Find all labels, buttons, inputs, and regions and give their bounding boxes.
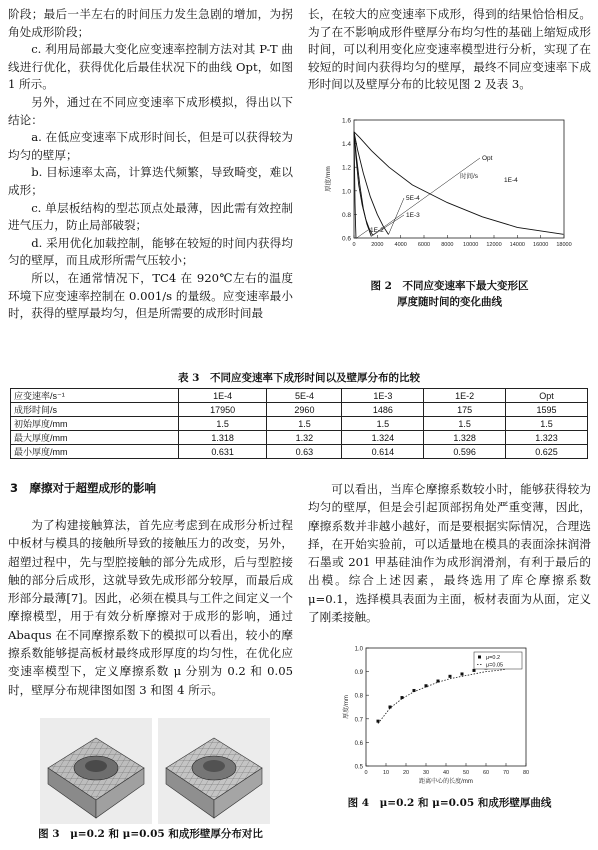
table-cell: 0.596 xyxy=(424,445,506,459)
leader-line xyxy=(373,158,480,235)
paragraph: 为了构建接触算法，首先应考虑到在成形分析过程中板材与模具的接触所导致的接触压力的改变，另外，超塑过程中，先与型腔接触的部分先成形，后与型腔接触的部分后成形，这就导致先成形部分较厚，而最后成形部分最薄[7]。因此，必须在模具与工件之间定义一个摩擦模型，用于有效分析摩擦对于成形的影响，通过 Abaqus 在不同摩擦系数下的模拟可以看出，较小的摩擦系数能够提高板材最终成形厚度的均匀性，在优化应变速率模型下，定义摩擦系数 μ 分别为 0.2 和 0.05 时，壁厚分布规律图如图 3 和图 4 所示。 xyxy=(8,518,293,697)
paragraph: 长，在较大的应变速率下成形，得到的结果恰恰相反。为了在不影响成形件壁厚分布均匀性的基础上缩短成形时间，可以利用变化应变速率模型进行分析，实现了在较短的时间内获得均匀的壁厚，最终不同应变速率下成形时间以及壁厚分布的比较见图 2 及表 3。 xyxy=(308,7,591,92)
x-tick-label: 10000 xyxy=(463,242,479,248)
chart-legend xyxy=(474,652,522,669)
section-heading: 3 摩擦对于超塑成形的影响 xyxy=(10,481,157,495)
x-tick-label: 0 xyxy=(364,770,368,776)
table-cell: 0.625 xyxy=(506,445,588,459)
series-label: 1E-3 xyxy=(406,212,420,219)
table-cell: 1595 xyxy=(506,403,588,417)
table-cell: 2960 xyxy=(267,403,342,417)
y-tick-label: 0.8 xyxy=(341,211,351,219)
table-cell: 1.32 xyxy=(267,431,342,445)
table-cell: 1.5 xyxy=(178,417,267,431)
x-tick-label: 14000 xyxy=(509,242,525,248)
y-tick-label: 0.9 xyxy=(354,670,363,677)
table-cell: 1.328 xyxy=(424,431,506,445)
y-tick-label: 0.8 xyxy=(354,693,363,700)
y-tick-label: 0.6 xyxy=(341,235,351,243)
table-cell: 1E-4 xyxy=(178,389,267,403)
table-row xyxy=(11,431,588,445)
table-cell: 最小厚度/mm xyxy=(11,445,179,459)
y-axis-label: 厚度/mm xyxy=(344,695,350,719)
table-cell: 1.323 xyxy=(506,431,588,445)
table-cell: 17950 xyxy=(178,403,267,417)
x-tick-label: 30 xyxy=(422,770,430,776)
x-axis-label: 时间/s xyxy=(459,173,479,180)
series-label: 1E-2 xyxy=(370,227,384,234)
table-3-caption: 表 3 不同应变速率下成形时间以及壁厚分布的比较 xyxy=(178,372,420,384)
x-tick-label: 0 xyxy=(352,242,356,248)
table-cell: 1.5 xyxy=(506,417,588,431)
x-tick-label: 70 xyxy=(502,770,510,776)
y-tick-label: 0.6 xyxy=(354,740,363,747)
x-tick-label: 50 xyxy=(462,770,470,776)
x-tick-label: 80 xyxy=(522,770,530,776)
table-header-row xyxy=(11,389,588,403)
figure-2-caption xyxy=(308,278,591,310)
y-axis-label: 厚度/mm xyxy=(325,166,332,192)
x-tick-label: 4000 xyxy=(394,242,407,248)
figure-3-caption: 图 3 μ=0.2 和 μ=0.05 和成形壁厚分布对比 xyxy=(38,828,263,840)
x-tick-label: 60 xyxy=(482,770,490,776)
mesh-plot-left xyxy=(40,718,152,824)
data-point xyxy=(377,720,380,723)
leader-line xyxy=(356,230,368,238)
series-label: 5E-4 xyxy=(406,195,420,202)
x-tick-label: 18000 xyxy=(556,242,572,248)
table-cell: 最大厚度/mm xyxy=(11,431,179,445)
table-cell: 应变速率/s⁻¹ xyxy=(11,389,179,403)
paragraph: 阶段；最后一半左右的时间压力发生急剧的增加，为拐角处成形阶段； xyxy=(8,7,293,39)
y-tick-label: 1.0 xyxy=(354,646,363,653)
table-cell: 0.63 xyxy=(267,445,342,459)
paragraph: 另外，通过在不同应变速率下成形模拟，得出以下结论： xyxy=(8,94,293,127)
series-label: 1E-4 xyxy=(504,177,518,184)
paragraph: c. 利用局部最大变化应变速率控制方法对其 P-T 曲线进行优化，获得优化后最佳状况下的曲线 Opt，如图 1 所示。 xyxy=(8,42,293,92)
table-cell: 1E-2 xyxy=(424,389,506,403)
table-cell: 1.324 xyxy=(342,431,424,445)
figure-2-chart xyxy=(318,106,580,276)
table-row xyxy=(11,403,588,417)
y-tick-label: 1.2 xyxy=(341,164,351,172)
figure-4-chart xyxy=(338,640,538,790)
paragraph: b. 目标速率太高，计算迭代频繁，导致畸变，难以成形； xyxy=(8,165,293,197)
data-point xyxy=(473,669,476,672)
x-axis-label: 距离中心的长度/mm xyxy=(419,779,473,785)
mesh-plot-right xyxy=(158,718,270,824)
right-column-section3 xyxy=(308,480,591,626)
table-cell: 成形时间/s xyxy=(11,403,179,417)
table-cell: 初始厚度/mm xyxy=(11,417,179,431)
y-tick-label: 1.4 xyxy=(341,141,351,149)
table-cell: 1.5 xyxy=(267,417,342,431)
caption-line: 厚度随时间的变化曲线 xyxy=(397,296,502,308)
x-tick-label: 40 xyxy=(442,770,450,776)
right-column-text xyxy=(308,6,591,94)
paragraph: d. 采用优化加载控制，能够在较短的时间内获得均匀的壁厚，而且成形所需气压较小； xyxy=(8,235,293,268)
paragraph: 所以，在通常情况下，TC4 在 920℃左右的温度环境下应变速率控制在 0.001/s 的量级。应变速率最小时，获得的壁厚最均匀，但是所需要的成形时间最 xyxy=(8,270,293,321)
table-cell: 175 xyxy=(424,403,506,417)
y-tick-label: 1.6 xyxy=(341,117,351,125)
legend-marker xyxy=(478,656,481,659)
table-cell: 0.631 xyxy=(178,445,267,459)
series-line xyxy=(354,132,563,235)
table-cell: 0.614 xyxy=(342,445,424,459)
y-tick-label: 1.0 xyxy=(341,188,351,196)
y-tick-label: 0.5 xyxy=(354,764,363,771)
figure-4-caption: 图 4 μ=0.2 和 μ=0.05 和成形壁厚曲线 xyxy=(347,797,552,809)
data-point xyxy=(449,675,452,678)
table-cell: 1.5 xyxy=(342,417,424,431)
series-label: Opt xyxy=(482,155,493,162)
table-row xyxy=(11,445,588,459)
paragraph: 可以看出，当库仑摩擦系数较小时，能够获得较为均匀的壁厚，但是会引起顶部拐角处严重变薄，因此，摩擦系数并非越小越好，而是要根据实际情况，合理选择，在开始实验前，可以适量地在模具的表面涂抹润滑石墨或 201 甲基硅油作为成形润滑剂，有利于最后的出模。综合上述因素，最终选用了库仑摩擦系数 μ=0.1，选择模具表面为主面，板材表面为从面，定义了刚柔接触。 xyxy=(308,482,591,625)
figure-3-meshes xyxy=(40,718,270,824)
x-tick-label: 20 xyxy=(402,770,410,776)
x-tick-label: 6000 xyxy=(417,242,431,248)
x-tick-label: 2000 xyxy=(371,242,384,248)
series-line xyxy=(378,669,506,723)
data-point xyxy=(461,672,464,675)
data-point xyxy=(425,684,428,687)
left-column-text xyxy=(8,6,293,323)
x-tick-label: 12000 xyxy=(486,242,502,248)
y-tick-label: 0.7 xyxy=(354,717,363,724)
table-3 xyxy=(10,388,588,459)
x-tick-label: 10 xyxy=(382,770,390,776)
data-point xyxy=(401,696,404,699)
legend-label: μ=0.2 xyxy=(486,655,501,661)
x-tick-label: 8000 xyxy=(441,242,454,248)
left-column-section3 xyxy=(8,516,293,699)
paragraph: a. 在低应变速率下成形时间长，但是可以获得较为均匀的壁厚； xyxy=(8,130,293,162)
table-cell: Opt xyxy=(506,389,588,403)
legend-label: μ=0.05 xyxy=(486,662,504,669)
table-cell: 1E-3 xyxy=(342,389,424,403)
table-cell: 5E-4 xyxy=(267,389,342,403)
table-row xyxy=(11,417,588,431)
table-cell: 1.5 xyxy=(424,417,506,431)
table-cell: 1486 xyxy=(342,403,424,417)
paragraph: c. 单层板结构的型芯顶点处最薄，因此需有效控制进气压力，防止局部破裂； xyxy=(8,200,293,233)
x-tick-label: 16000 xyxy=(533,242,549,248)
table-cell: 1.318 xyxy=(178,431,267,445)
caption-line: 图 2 不同应变速率下最大变形区 xyxy=(370,280,529,292)
